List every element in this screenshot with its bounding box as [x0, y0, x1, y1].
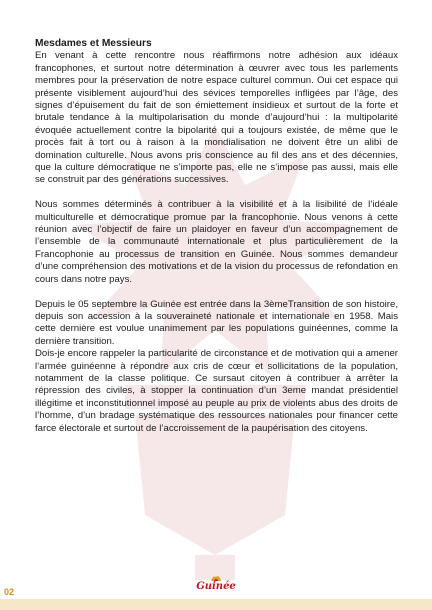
- guinee-logo: [189, 574, 243, 592]
- letter-body: [35, 38, 398, 435]
- paragraph-3: Depuis le 05 septembre la Guinée est entrée dans la 3èmeTransition de son histoire, depuis son accession à la souveraineté nationale et internationale en 1958. Mais cette dernière est voulue unanimement par les populations guinéennes, comme la dernière transition.: [35, 298, 398, 347]
- page-number: 02: [4, 587, 15, 597]
- logo-text: Guinée: [196, 581, 236, 592]
- footer-band: [0, 599, 432, 610]
- paragraph-2: Nous sommes déterminés à contribuer à la visibilité et à la lisibilité de l’idéale multiculturelle et démocratique promue par la francophonie. Nous venons à cette réunion avec l’objectif de faire un plaidoyer en faveur d’un accompagnement de l’ensemble de la communauté internationale et plus particulièrement de la Francophonie au processus de transition en Guinée. Nous sommes demandeur d’une compréhension des motivations et de la vision du processus de refondation en cours dans notre pays.: [35, 199, 398, 285]
- salutation: Mesdames et Messieurs: [35, 38, 152, 49]
- paragraph-1: En venant à cette rencontre nous réaffirmons notre adhésion aux idéaux francophones, et surtout notre détermination à œuvrer avec tous les parlements membres pour la préservation de notre espace culturel commun. Oui cet espace qui présente visiblement aujourd’hui des sévices temporelles infligées par l’âge, des signes d’épuisement du fait de son émiettement insidieux et surtout de la forte et brutale tendance à la multipolarisation du monde d’aujourd’hui : la multipolarité évoquée actuellement contre la bipolarité qui a toujours existée, de même que le procès fait à tort ou à raison à la mondialisation ne doivent être un alibi de domination culturelle. Nous avons pris conscience au fil des ans et des décennies, que la culture démocratique ne s’importe pas, elle ne s’impose pas aussi, mais elle se construit par des générations successives.: [35, 50, 398, 186]
- paragraph-4: Dois-je encore rappeler la particularité de circonstance et de motivation qui a amener l’armée guinéenne à répondre aux cris de cœur et sollicitations de la population, notamment de la classe politique. Ce sursaut citoyen à contribuer à arrêter la répression des civiles, à stopper la continuation d’un 3eme mandat présidentiel illégitime et inconstitutionnel imposé au peuple au prix de violents abus des droits de l’homme, d’un bradage systématique des ressources nationales pour financer cette farce électorale et surtout de l’accroissement de la paupérisation des citoyens.: [35, 348, 398, 434]
